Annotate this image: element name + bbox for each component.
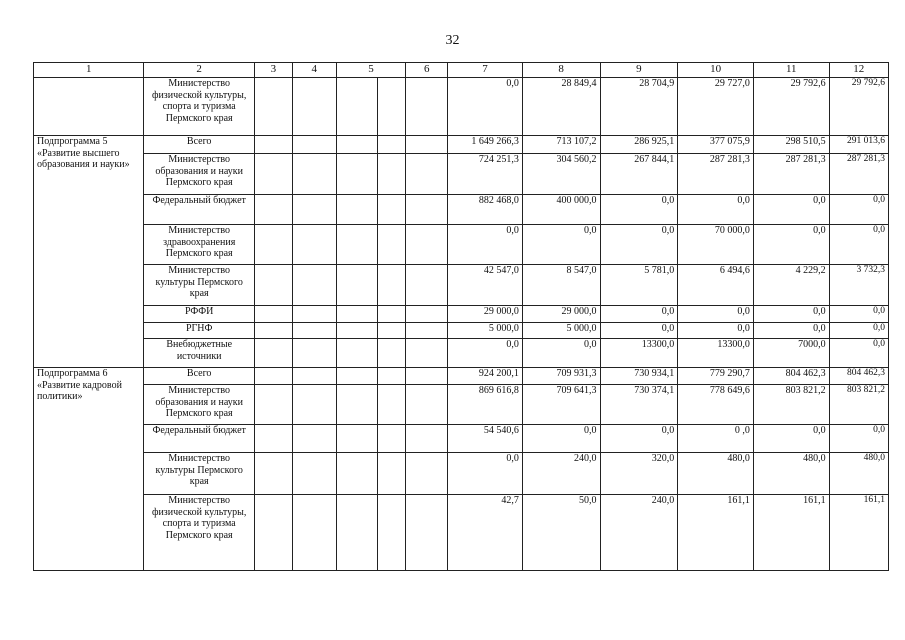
value-cell: 0,0 (600, 425, 678, 453)
value-cell: 1 649 266,3 (448, 136, 523, 154)
empty-cell (406, 225, 448, 265)
value-cell: 42 547,0 (448, 265, 523, 306)
empty-cell (292, 368, 336, 385)
column-number-row (34, 63, 889, 78)
funding-source-cell: Министерство образования и науки Пермского края (144, 154, 254, 195)
value-cell: 29 792,6 (829, 78, 888, 136)
value-cell: 0,0 (522, 339, 600, 368)
value-cell: 803 821,2 (753, 385, 829, 425)
value-cell: 6 494,6 (678, 265, 754, 306)
value-cell: 0,0 (753, 306, 829, 323)
empty-cell (336, 154, 377, 195)
table-row (34, 265, 889, 306)
column-header: 8 (522, 63, 600, 78)
empty-cell (377, 265, 406, 306)
funding-source-cell: Внебюджетные источники (144, 339, 254, 368)
table-row (34, 385, 889, 425)
empty-cell (336, 495, 377, 571)
funding-source-cell: Министерство здравоохранения Пермского края (144, 225, 254, 265)
table-row (34, 136, 889, 154)
empty-cell (254, 78, 292, 136)
value-cell: 882 468,0 (448, 195, 523, 225)
table-row (34, 306, 889, 323)
page-number: 32 (445, 33, 460, 48)
value-cell: 0,0 (448, 453, 523, 495)
empty-cell (336, 339, 377, 368)
empty-cell (292, 385, 336, 425)
value-cell: 0,0 (753, 195, 829, 225)
funding-source-cell: Всего (144, 136, 254, 154)
value-cell: 0,0 (522, 225, 600, 265)
value-cell: 730 934,1 (600, 368, 678, 385)
value-cell: 0,0 (678, 195, 754, 225)
empty-cell (292, 195, 336, 225)
value-cell: 0,0 (829, 425, 888, 453)
empty-cell (406, 425, 448, 453)
empty-cell (336, 265, 377, 306)
table-row (34, 323, 889, 339)
value-cell: 298 510,5 (753, 136, 829, 154)
column-header: 3 (254, 63, 292, 78)
table-row (34, 495, 889, 571)
column-header: 5 (336, 63, 406, 78)
value-cell: 0,0 (829, 339, 888, 368)
value-cell: 291 013,6 (829, 136, 888, 154)
value-cell: 29 000,0 (522, 306, 600, 323)
empty-cell (254, 225, 292, 265)
table-row (34, 425, 889, 453)
funding-source-cell: Федеральный бюджет (144, 195, 254, 225)
value-cell: 287 281,3 (753, 154, 829, 195)
table-row (34, 225, 889, 265)
value-cell: 5 000,0 (522, 323, 600, 339)
value-cell: 8 547,0 (522, 265, 600, 306)
value-cell: 730 374,1 (600, 385, 678, 425)
empty-cell (377, 306, 406, 323)
value-cell: 0,0 (678, 306, 754, 323)
funding-source-cell: РГНФ (144, 323, 254, 339)
empty-cell (254, 385, 292, 425)
table-row (34, 368, 889, 385)
empty-cell (406, 154, 448, 195)
value-cell: 287 281,3 (678, 154, 754, 195)
value-cell: 0,0 (600, 225, 678, 265)
funding-source-cell: Министерство культуры Пермского края (144, 265, 254, 306)
empty-cell (336, 453, 377, 495)
value-cell: 377 075,9 (678, 136, 754, 154)
empty-cell (254, 339, 292, 368)
value-cell: 287 281,3 (829, 154, 888, 195)
empty-cell (406, 265, 448, 306)
value-cell: 13300,0 (678, 339, 754, 368)
value-cell: 286 925,1 (600, 136, 678, 154)
value-cell: 804 462,3 (753, 368, 829, 385)
value-cell: 480,0 (753, 453, 829, 495)
funding-source-cell: Министерство культуры Пермского края (144, 453, 254, 495)
empty-cell (292, 339, 336, 368)
column-header: 9 (600, 63, 678, 78)
empty-cell (254, 453, 292, 495)
column-header: 4 (292, 63, 336, 78)
empty-cell (377, 385, 406, 425)
empty-cell (254, 425, 292, 453)
empty-cell (336, 306, 377, 323)
empty-cell (292, 425, 336, 453)
empty-cell (336, 385, 377, 425)
empty-cell (406, 339, 448, 368)
empty-cell (292, 225, 336, 265)
value-cell: 28 704,9 (600, 78, 678, 136)
empty-cell (292, 154, 336, 195)
funding-source-cell: Федеральный бюджет (144, 425, 254, 453)
value-cell: 7000,0 (753, 339, 829, 368)
value-cell: 28 849,4 (522, 78, 600, 136)
column-header: 1 (34, 63, 144, 78)
value-cell: 480,0 (829, 453, 888, 495)
funding-source-cell: РФФИ (144, 306, 254, 323)
value-cell: 0,0 (753, 323, 829, 339)
value-cell: 0,0 (600, 195, 678, 225)
empty-cell (292, 306, 336, 323)
value-cell: 267 844,1 (600, 154, 678, 195)
value-cell: 42,7 (448, 495, 523, 571)
value-cell: 54 540,6 (448, 425, 523, 453)
value-cell: 400 000,0 (522, 195, 600, 225)
value-cell: 0,0 (829, 225, 888, 265)
table-row (34, 339, 889, 368)
value-cell: 709 931,3 (522, 368, 600, 385)
value-cell: 779 290,7 (678, 368, 754, 385)
value-cell: 778 649,6 (678, 385, 754, 425)
table-row (34, 195, 889, 225)
value-cell: 240,0 (600, 495, 678, 571)
funding-source-cell: Министерство образования и науки Пермского края (144, 385, 254, 425)
value-cell: 0,0 (600, 323, 678, 339)
value-cell: 161,1 (829, 495, 888, 571)
empty-cell (336, 225, 377, 265)
column-header: 7 (448, 63, 523, 78)
empty-cell (254, 136, 292, 154)
column-header: 10 (678, 63, 754, 78)
empty-cell (377, 425, 406, 453)
value-cell: 803 821,2 (829, 385, 888, 425)
empty-cell (336, 425, 377, 453)
empty-cell (406, 495, 448, 571)
budget-table (33, 62, 889, 571)
value-cell: 924 200,1 (448, 368, 523, 385)
value-cell: 0,0 (753, 225, 829, 265)
value-cell: 161,1 (753, 495, 829, 571)
value-cell: 0,0 (448, 78, 523, 136)
value-cell: 0,0 (522, 425, 600, 453)
column-header: 6 (406, 63, 448, 78)
empty-cell (254, 265, 292, 306)
value-cell: 709 641,3 (522, 385, 600, 425)
value-cell: 5 000,0 (448, 323, 523, 339)
value-cell: 0,0 (678, 323, 754, 339)
funding-source-cell: Всего (144, 368, 254, 385)
value-cell: 3 732,3 (829, 265, 888, 306)
value-cell: 70 000,0 (678, 225, 754, 265)
value-cell: 0 ,0 (678, 425, 754, 453)
empty-cell (377, 136, 406, 154)
empty-cell (406, 368, 448, 385)
value-cell: 804 462,3 (829, 368, 888, 385)
value-cell: 50,0 (522, 495, 600, 571)
empty-cell (406, 306, 448, 323)
value-cell: 4 229,2 (753, 265, 829, 306)
empty-cell (292, 495, 336, 571)
empty-cell (292, 453, 336, 495)
empty-cell (336, 368, 377, 385)
subprogram-cell (34, 78, 144, 136)
empty-cell (254, 154, 292, 195)
empty-cell (406, 323, 448, 339)
table-row (34, 154, 889, 195)
empty-cell (377, 339, 406, 368)
table-row (34, 453, 889, 495)
empty-cell (254, 195, 292, 225)
value-cell: 240,0 (522, 453, 600, 495)
value-cell: 0,0 (829, 306, 888, 323)
value-cell: 869 616,8 (448, 385, 523, 425)
value-cell: 29 792,6 (753, 78, 829, 136)
empty-cell (336, 323, 377, 339)
empty-cell (254, 323, 292, 339)
value-cell: 724 251,3 (448, 154, 523, 195)
value-cell: 29 727,0 (678, 78, 754, 136)
table-row (34, 78, 889, 136)
value-cell: 0,0 (600, 306, 678, 323)
empty-cell (406, 195, 448, 225)
empty-cell (377, 323, 406, 339)
empty-cell (254, 306, 292, 323)
empty-cell (292, 78, 336, 136)
value-cell: 304 560,2 (522, 154, 600, 195)
empty-cell (377, 154, 406, 195)
value-cell: 0,0 (448, 225, 523, 265)
value-cell: 480,0 (678, 453, 754, 495)
empty-cell (406, 453, 448, 495)
empty-cell (377, 78, 406, 136)
column-header: 12 (829, 63, 888, 78)
subprogram-cell: Подпрограмма 5 «Развитие высшего образования и науки» (34, 136, 144, 368)
empty-cell (377, 495, 406, 571)
empty-cell (336, 195, 377, 225)
value-cell: 713 107,2 (522, 136, 600, 154)
funding-source-cell: Министерство физической культуры, спорта и туризма Пермского края (144, 495, 254, 571)
empty-cell (377, 225, 406, 265)
empty-cell (377, 453, 406, 495)
value-cell: 320,0 (600, 453, 678, 495)
value-cell: 0,0 (829, 323, 888, 339)
value-cell: 13300,0 (600, 339, 678, 368)
funding-source-cell: Министерство физической культуры, спорта и туризма Пермского края (144, 78, 254, 136)
empty-cell (254, 495, 292, 571)
empty-cell (406, 136, 448, 154)
empty-cell (406, 385, 448, 425)
subprogram-cell: Подпрограмма 6 «Развитие кадровой политики» (34, 368, 144, 571)
value-cell: 29 000,0 (448, 306, 523, 323)
empty-cell (336, 136, 377, 154)
empty-cell (292, 136, 336, 154)
value-cell: 0,0 (829, 195, 888, 225)
column-header: 2 (144, 63, 254, 78)
empty-cell (336, 78, 377, 136)
empty-cell (292, 265, 336, 306)
column-header: 11 (753, 63, 829, 78)
empty-cell (254, 368, 292, 385)
value-cell: 0,0 (753, 425, 829, 453)
empty-cell (377, 368, 406, 385)
value-cell: 5 781,0 (600, 265, 678, 306)
empty-cell (377, 195, 406, 225)
empty-cell (406, 78, 448, 136)
value-cell: 0,0 (448, 339, 523, 368)
value-cell: 161,1 (678, 495, 754, 571)
empty-cell (292, 323, 336, 339)
